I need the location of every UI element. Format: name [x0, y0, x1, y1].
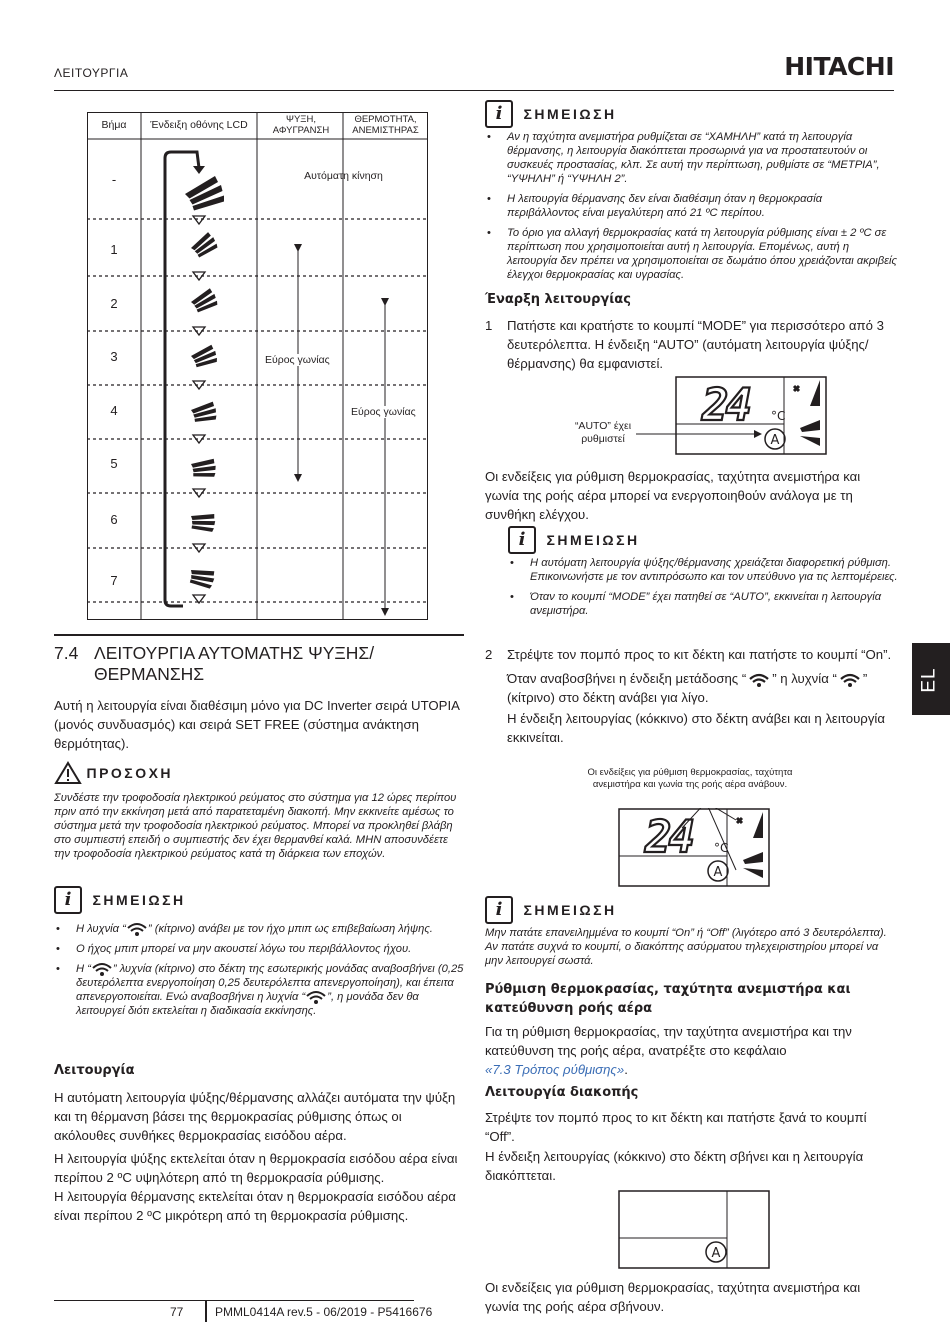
operation-p2: Η λειτουργία ψύξης εκτελείται όταν η θερμοκρασία εισόδου αέρα είναι περίπου 2 ºC υψηλότερη από τη θερμοκρασία ρύθμισης.: [54, 1151, 458, 1185]
note-item: • Το όριο για αλλαγή θερμοκρασίας κατά τη λειτουργία ρύθμισης είναι ± 2 ºC σε περίπτωση που χρησιμοποιείται αυτή η λειτουργία. Επομένως, αυτή η λειτουργία δεν πρέπει να χρησιμοποιείται σε δωμάτιο όπου χρειάζονται ακριβείς έλεγχοι θερμοκρασίας και υγρασίας.: [485, 226, 897, 282]
note-list: [485, 130, 897, 282]
note-block-right-1: [485, 100, 897, 288]
stop-p1: Στρέψτε τον πομπό προς το κιτ δέκτη και πατήστε ξανά το κουμπί “Off”.: [485, 1110, 867, 1144]
lcd-auto-figure: [568, 376, 828, 456]
section-link[interactable]: «7.3 Τρόπος ρύθμισης»: [485, 1062, 625, 1077]
note-heading: [485, 100, 897, 130]
angle-range-heat: Εύρος γωνίας: [351, 406, 416, 418]
note-item: • Η λυχνία “ ” (κίτρινο) ανάβει με τον ήχο μπιπ ως επιβεβαίωση λήψης.: [54, 922, 464, 936]
section-intro: Αυτή η λειτουργία είναι διαθέσιμη μόνο για DC Inverter σειρά UTOPIA (μονός συνδυασμός) και σειρά SET FREE (σύστημα ανάκτηση θερμότητας).: [54, 698, 460, 751]
footer-divider: [205, 1300, 207, 1322]
operation-heading: Λειτουργία: [54, 1063, 135, 1078]
lcd-auto-mode: A: [711, 1246, 721, 1261]
step-number: 1: [485, 318, 493, 333]
start-heading: Έναρξη λειτουργίας: [485, 292, 631, 307]
note-item: • Η λειτουργία θέρμανσης δεν είναι διαθέσιμη όταν η θερμοκρασία περιβάλλοντος είναι μεγαλύτερη από 21 ºC περίπου.: [485, 192, 897, 220]
table-step-label: -: [111, 172, 117, 187]
signal-lamp-icon: [91, 962, 113, 976]
start-step-1: [485, 316, 897, 373]
section-title-line1: ΛΕΙΤΟΥΡΓΙΑ ΑΥΤΟΜΑΤΗΣ ΨΥΞΗΣ/: [94, 643, 375, 663]
language-tab-label: EL: [918, 667, 940, 693]
note-block-left: [54, 886, 464, 1024]
note-title: ΣΗΜΕΙΩΣΗ: [92, 892, 186, 908]
table-header-heat: ΘΕΡΜΟΤΗΤΑ, ΑΝΕΜΙΣΤΗΡΑΣ: [352, 114, 419, 136]
table-step-label: 2: [110, 296, 118, 311]
stop-heading: Λειτουργία διακοπής: [485, 1085, 639, 1100]
table-header-cool: ΨΥΞΗ, ΑΦΥΓΡΑΝΣΗ: [272, 114, 330, 136]
lcd-temp: 24: [645, 812, 692, 863]
step-text: Πατήστε και κρατήστε το κουμπί “MODE” για περισσότερο από 3 δευτερόλεπτα. Η ένδειξη “AUTO” (αυτόματη λειτουργία ψύξης/θέρμανσης) θα εμφανιστεί.: [507, 318, 884, 371]
info-icon: i: [485, 100, 513, 128]
section-title-line2: ΘΕΡΜΑΝΣΗΣ: [94, 664, 205, 684]
caution-text: Συνδέστε την τροφοδοσία ηλεκτρικού ρεύματος στο σύστημα για 12 ώρες περίπου πριν από την εκκίνηση μετά από παρατεταμένη διακοπή. Μην εκκινείτε αμέσως το σύστημα μετά την τροφοδοσία ηλεκτρικού ρεύματος. Μπορεί να προκληθεί βλάβη στο συμπιεστή επειδή ο συμπιεστής δεν έχει θερμανθεί καλά. ΜΗΝ αποσυνδέετε την τροφοδοσία ηλεκτρικού ρεύματος κατά τη διάρκεια των εποχών.: [54, 792, 457, 860]
section-heading: [54, 643, 464, 685]
transmission-icon: [746, 673, 772, 687]
note-item: • Η “ ” λυχνία (κίτρινο) στο δέκτη της εσωτερικής μονάδας αναβοσβήνει (0,25 δευτερόλεπτα ενεργοποίηση 0,25 δευτερόλεπτα απενεργοποίηση), και έπειτα απενεργοποιείται. Ενώ αναβοσβήνει η λυχνία “ ”, η μονάδα δεν θα λειτουργεί διότι εκτελείται η διαδικασία εκκίνησης.: [54, 962, 464, 1018]
louver-table-graphic: [87, 112, 428, 620]
note-title: ΣΗΜΕΙΩΣΗ: [523, 902, 617, 918]
note-block-right-2: [508, 526, 898, 624]
after-lcd-text: Οι ενδείξεις για ρύθμιση θερμοκρασίας, ταχύτητα ανεμιστήρα και γωνία της ροής αέρα μπορεί να ενεργοποιηθούν ανάλογα με τη συνθήκη ελέγχου.: [485, 469, 861, 522]
section-number: 7.4: [54, 643, 79, 663]
lcd-on-graphic: [618, 808, 778, 888]
info-icon: i: [485, 896, 513, 924]
signal-lamp-icon: [126, 922, 148, 936]
adjust-heading: Ρύθμιση θερμοκρασίας, ταχύτητα ανεμιστήρα και κατεύθυνση ροής αέρα: [485, 982, 851, 1016]
lcd-auto-mode: A: [770, 433, 780, 448]
note-heading: [54, 886, 464, 916]
note-heading: [508, 526, 898, 556]
document-id: PMML0414A rev.5 - 06/2019 - P5416676: [215, 1305, 433, 1319]
footer-rule: [54, 1300, 414, 1301]
section-rule: [54, 634, 464, 636]
table-step-label: 1: [110, 242, 118, 257]
header-section-title: ΛΕΙΤΟΥΡΓΙΑ: [54, 66, 129, 80]
language-tab: [912, 643, 950, 715]
page-number: 77: [170, 1305, 184, 1319]
signal-lamp-icon: [305, 990, 327, 1004]
operation-p1: Η αυτόματη λειτουργία ψύξης/θέρμανσης αλλάζει αυτόματα την ψύξη και τη θέρμανση βάσει της θερμοκρασίας ρύθμισης όπως οι ακόλουθες συνθήκες θερμοκρασίας εισόδου αέρα.: [54, 1090, 456, 1143]
note-list: [508, 556, 898, 618]
lcd-auto-graphic: [568, 376, 828, 456]
caution-heading: [54, 761, 464, 789]
caution-block: [54, 761, 464, 861]
info-icon: i: [508, 526, 536, 554]
note-item: • Η αυτόματη λειτουργία ψύξης/θέρμανσης χρειάζεται διαφορετική ρύθμιση. Επικοινωνήστε με τον αντιπρόσωπο και τον υπεύθυνο για τις λεπτομέρειες.: [508, 556, 898, 584]
table-header-lcd: Ένδειξη οθόνης LCD: [150, 119, 248, 131]
step-number: 2: [485, 647, 493, 662]
hitachi-logo: HITACHI: [784, 52, 894, 81]
step-detail-2: Η ένδειξη λειτουργίας (κόκκινο) στο δέκτη ανάβει και η λειτουργία εκκινείται.: [507, 711, 885, 745]
header-rule: [54, 90, 894, 91]
step-text: Στρέψτε τον πομπό προς το κιτ δέκτη και πατήστε το κουμπί “On”.: [507, 647, 892, 662]
lcd-unit: °C: [714, 841, 729, 855]
table-step-label: 4: [110, 403, 118, 418]
auto-swing-label: Αυτόματη κίνηση: [304, 170, 383, 182]
step-detail-1: Όταν αναβοσβήνει η ένδειξη μετάδοσης “ ” η λυχνία “ ” (κίτρινο) στο δέκτη ανάβει για λίγο.: [507, 671, 868, 705]
caution-title: ΠΡΟΣΟΧΗ: [86, 765, 174, 781]
table-step-label: 6: [110, 512, 118, 527]
start-step-2: [485, 645, 897, 747]
note-item: • Ο ήχος μπιπ μπορεί να μην ακουστεί λόγω του περιβάλλοντος ήχου.: [54, 942, 464, 956]
table-step-label: 5: [110, 456, 118, 471]
signal-lamp-icon: [837, 673, 863, 687]
info-icon: i: [54, 886, 82, 914]
lcd-temp: 24: [702, 380, 749, 431]
lcd-auto-mode: A: [713, 865, 723, 880]
adjust-text: Για τη ρύθμιση θερμοκρασίας, την ταχύτητα ανεμιστήρα και την κατεύθυνση της ροής αέρα, ανατρέξτε στο κεφάλαιο «7.3 Τρόπος ρύθμισης».: [485, 1024, 852, 1077]
table-step-label: 7: [110, 573, 118, 588]
stop-after: Οι ενδείξεις για ρύθμιση θερμοκρασίας, ταχύτητα ανεμιστήρα και γωνία της ροής αέρα σβήνουν.: [485, 1280, 861, 1314]
operation-p3: Η λειτουργία θέρμανσης εκτελείται όταν η θερμοκρασία εισόδου αέρα είναι περίπου 2 ºC μικρότερη από τη θερμοκρασία ρύθμισης.: [54, 1189, 456, 1223]
note-block-right-3: [485, 896, 897, 968]
lcd-off-graphic: [618, 1190, 778, 1270]
lcd-on-caption: Οι ενδείξεις για ρύθμιση θερμοκρασίας, ταχύτητα ανεμιστήρα και γωνία της ροής αέρα ανάβουν.: [587, 767, 793, 790]
angle-range-cool: Εύρος γωνίας: [265, 354, 330, 366]
note-title: ΣΗΜΕΙΩΣΗ: [523, 106, 617, 122]
table-step-label: 3: [110, 349, 118, 364]
auto-set-label: “AUTO” έχει ρυθμιστεί: [574, 420, 632, 445]
warning-icon: [54, 761, 82, 785]
note-heading: [485, 896, 897, 926]
note-text: Μην πατάτε επανειλημμένα το κουμπί “On” ή “Off” (λιγότερο από 3 δευτερόλεπτα). Αν πατάτε συχνά το κουμπί, ο διακόπτης ασύρματου τηλεχειριστηρίου μπορεί να μην λειτουργεί σωστά.: [485, 927, 887, 967]
stop-p2: Η ένδειξη λειτουργίας (κόκκινο) στο δέκτη σβήνει και η λειτουργία διακόπτεται.: [485, 1149, 864, 1183]
note-item: • Αν η ταχύτητα ανεμιστήρα ρυθμίζεται σε “ΧΑΜΗΛΗ” κατά τη λειτουργία θέρμανσης, η λειτουργία διακόπτεται προσωρινά για να προστατευτούν οι συσκευές προστασίας, κλπ. Σε αυτή την περίπτωση, ρυθμίστε σε “ΜΕΤΡΙΑ”, “ΥΨΗΛΗ” ή “ΥΨΗΛΗ 2”.: [485, 130, 897, 186]
note-title: ΣΗΜΕΙΩΣΗ: [546, 532, 640, 548]
table-header-step: Βήμα: [101, 119, 127, 131]
louver-table: [87, 112, 428, 620]
lcd-unit: °C: [771, 409, 786, 423]
note-item: • Όταν το κουμπί “MODE” έχει πατηθεί σε “AUTO”, εκκινείται η λειτουργία ανεμιστήρα.: [508, 590, 898, 618]
note-list: [54, 922, 464, 1018]
